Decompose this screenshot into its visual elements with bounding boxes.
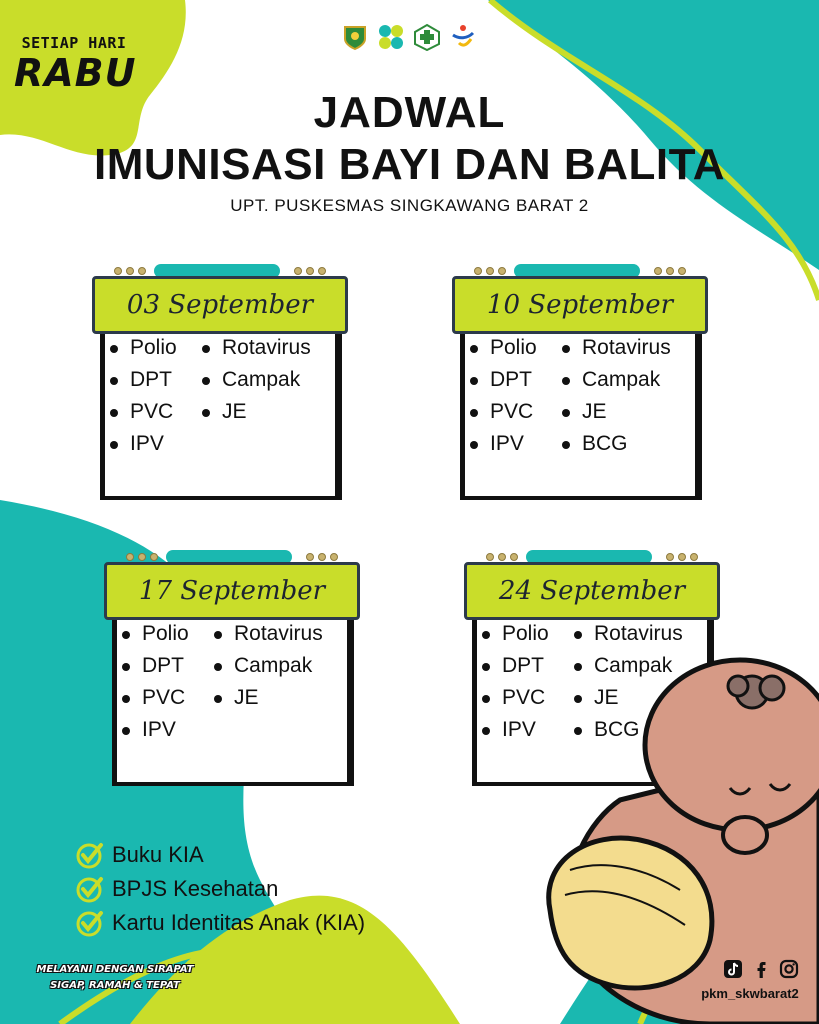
- family-figure-logo-icon: [448, 22, 478, 52]
- list-item: IPV: [468, 428, 560, 460]
- list-item: BCG: [572, 714, 683, 746]
- list-item: PVC: [468, 396, 560, 428]
- schedule-card-3: [104, 548, 360, 790]
- requirements-list: [76, 838, 365, 940]
- list-item: PVC: [120, 682, 212, 714]
- requirement-label: Kartu Identitas Anak (KIA): [112, 910, 366, 935]
- list-item: JE: [572, 682, 683, 714]
- list-item: Campak: [560, 364, 671, 396]
- list-item: BCG: [560, 428, 671, 460]
- list-item: Polio: [480, 618, 572, 650]
- service-motto: [30, 962, 200, 994]
- social-icons: [722, 958, 800, 980]
- motto-line2: SIGAP, RAMAH & TEPAT: [50, 980, 180, 991]
- list-item: DPT: [480, 650, 572, 682]
- page-subtitle: UPT. PUSKESMAS SINGKAWANG BARAT 2: [230, 196, 589, 215]
- card-date: 24 September: [498, 576, 686, 606]
- list-item: Polio: [468, 332, 560, 364]
- list-item: Campak: [212, 650, 323, 682]
- card-date: 03 September: [126, 290, 314, 320]
- social-handle[interactable]: pkm_skwbarat2: [701, 986, 799, 1001]
- list-item: IPV: [480, 714, 572, 746]
- schedule-card-1: [92, 262, 348, 504]
- check-circle-icon: [76, 909, 104, 937]
- page-title-line1: JADWAL: [313, 88, 506, 137]
- vaccine-list: [120, 618, 348, 746]
- requirement-label: BPJS Kesehatan: [112, 876, 279, 901]
- regency-emblem-icon: [340, 22, 370, 52]
- list-item: Campak: [572, 650, 683, 682]
- list-item: [76, 872, 365, 906]
- list-item: Rotavirus: [212, 618, 323, 650]
- list-item: IPV: [120, 714, 212, 746]
- card-date-header: [452, 276, 708, 334]
- list-item: JE: [200, 396, 311, 428]
- list-item: Rotavirus: [572, 618, 683, 650]
- vaccine-list: [468, 332, 696, 460]
- check-circle-icon: [76, 841, 104, 869]
- schedule-card-2: [452, 262, 708, 504]
- card-date-header: [104, 562, 360, 620]
- page-title-line2: IMUNISASI BAYI DAN BALITA: [94, 140, 725, 189]
- list-item: DPT: [468, 364, 560, 396]
- list-item: Rotavirus: [200, 332, 311, 364]
- list-item: Campak: [200, 364, 311, 396]
- tiktok-icon[interactable]: [722, 958, 744, 980]
- list-item: JE: [212, 682, 323, 714]
- card-date: 10 September: [486, 290, 674, 320]
- facebook-icon[interactable]: [750, 958, 772, 980]
- list-item: IPV: [108, 428, 200, 460]
- list-item: [76, 906, 365, 940]
- schedule-day-ribbon: [14, 34, 137, 95]
- list-item: PVC: [480, 682, 572, 714]
- list-item: DPT: [120, 650, 212, 682]
- list-item: Rotavirus: [560, 332, 671, 364]
- ribbon-top-text: SETIAP HARI: [21, 34, 127, 52]
- motto-line1: MELAYANI DENGAN SIRAPAT: [36, 964, 194, 975]
- list-item: PVC: [108, 396, 200, 428]
- ministry-health-logo-icon: [376, 22, 406, 52]
- card-date-header: [464, 562, 720, 620]
- card-date-header: [92, 276, 348, 334]
- puskesmas-logo-icon: [412, 22, 442, 52]
- list-item: [76, 838, 365, 872]
- requirement-label: Buku KIA: [112, 842, 204, 867]
- list-item: JE: [560, 396, 671, 428]
- list-item: DPT: [108, 364, 200, 396]
- check-circle-icon: [76, 875, 104, 903]
- ribbon-day-text: RABU: [14, 51, 137, 95]
- instagram-icon[interactable]: [778, 958, 800, 980]
- list-item: Polio: [120, 618, 212, 650]
- card-date: 17 September: [138, 576, 326, 606]
- list-item: Polio: [108, 332, 200, 364]
- vaccine-list: [108, 332, 336, 460]
- institution-logos: [340, 22, 478, 52]
